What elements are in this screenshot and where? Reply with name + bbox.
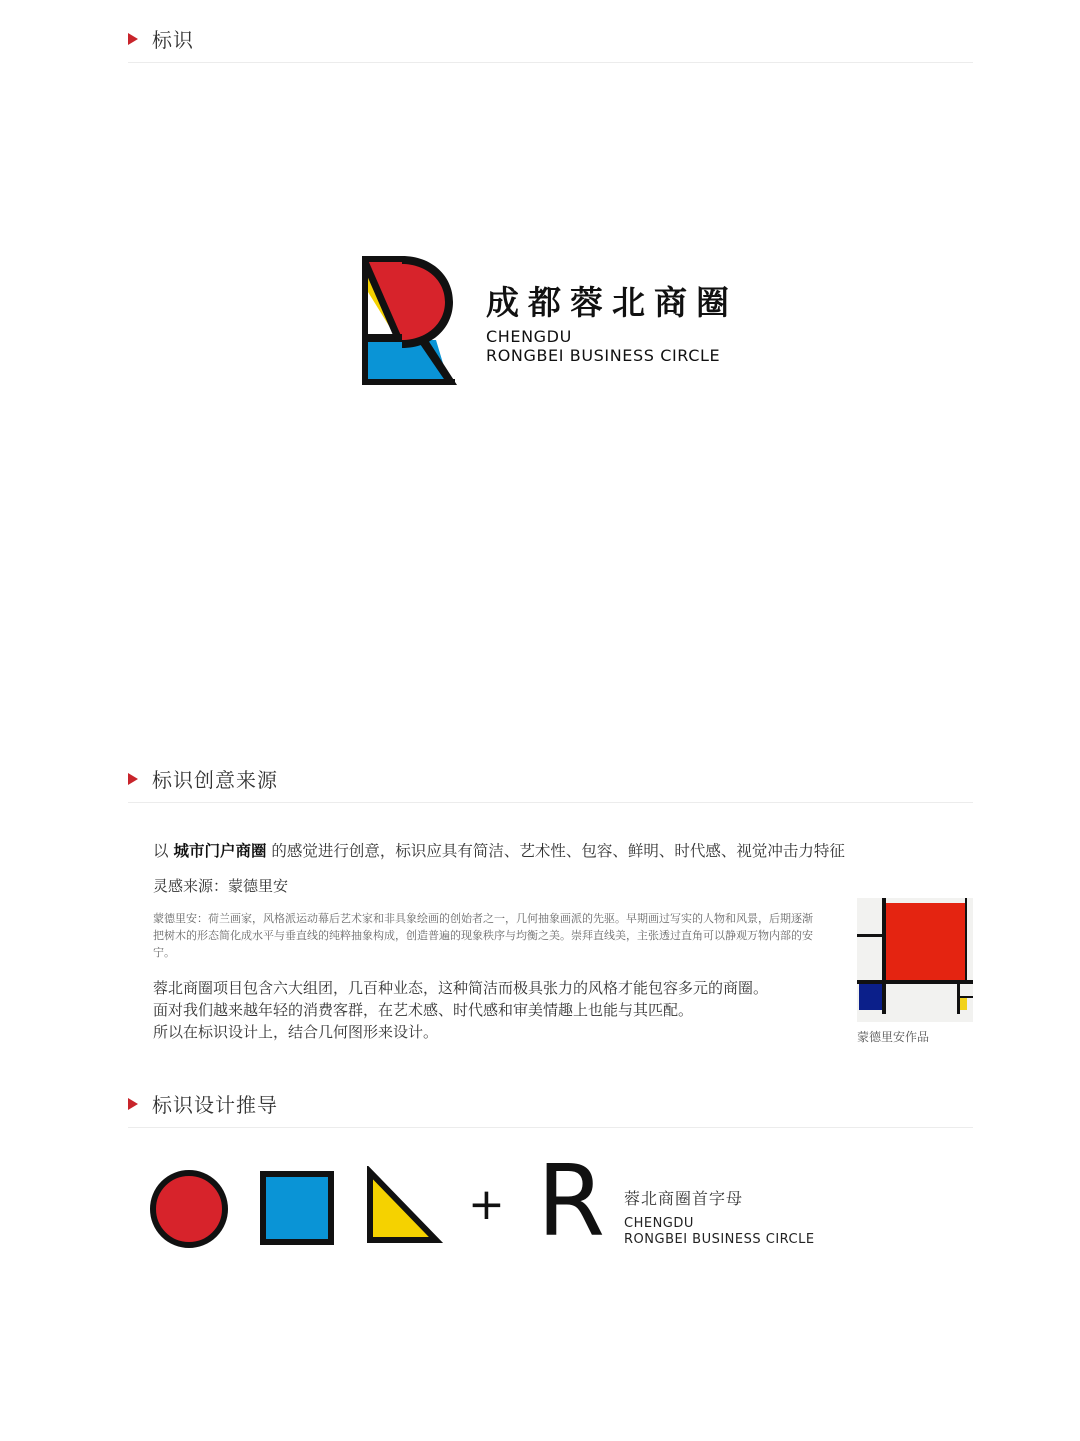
section-title: 标识创意来源 bbox=[152, 768, 278, 792]
mondrian-bio: 蒙德里安：荷兰画家，风格派运动幕后艺术家和非具象绘画的创始者之一，几何抽象画派的先驱。早期画过写实的人物和风景，后期逐渐把树木的形态简化成水平与垂直线的纯粹抽象构成，创造普遍的现象秩序与均衡之美。崇拜直线美，主张透过直角可以静观万物内部的安宁。 bbox=[153, 912, 813, 959]
painting-caption: 蒙德里安作品 bbox=[857, 1030, 930, 1044]
intro-prefix: 以 bbox=[153, 842, 169, 860]
intro-suffix: 的感觉进行创意，标识应具有简洁、艺术性、包容、鲜明、时代感、视觉冲击力特征 bbox=[271, 842, 845, 860]
intro-line bbox=[153, 839, 845, 861]
body-line: 所以在标识设计上，结合几何图形来设计。 bbox=[153, 1023, 439, 1041]
body-line: 蓉北商圈项目包含六大组团，几百种业态，这种简洁而极具张力的风格才能包容多元的商圈。 bbox=[153, 979, 769, 997]
body-paragraph bbox=[153, 977, 768, 1043]
intro-bold: 城市门户商圈 bbox=[173, 842, 267, 860]
section-title: 标识 bbox=[152, 28, 194, 52]
inspiration-line: 灵感来源：蒙德里安 bbox=[153, 877, 289, 895]
logo-name-en-2: RONGBEI BUSINESS CIRCLE bbox=[486, 346, 721, 365]
section-title: 标识设计推导 bbox=[152, 1093, 278, 1117]
blue-square-icon bbox=[258, 1169, 336, 1247]
section-header-source bbox=[128, 762, 973, 803]
red-circle-icon bbox=[148, 1168, 230, 1250]
section-header-logo bbox=[128, 22, 973, 63]
derivation-en-2: RONGBEI BUSINESS CIRCLE bbox=[624, 1232, 815, 1247]
yellow-triangle-icon bbox=[364, 1166, 444, 1246]
mondrian-painting bbox=[857, 898, 973, 1022]
triangle-bullet-icon bbox=[128, 773, 138, 785]
triangle-bullet-icon bbox=[128, 33, 138, 45]
derivation-en-1: CHENGDU bbox=[624, 1216, 694, 1231]
body-line: 面对我们越来越年轻的消费客群，在艺术感、时代感和审美情趣上也能与其匹配。 bbox=[153, 1001, 694, 1019]
section-header-derivation bbox=[128, 1087, 973, 1128]
triangle-bullet-icon bbox=[128, 1098, 138, 1110]
logo-name-en-1: CHENGDU bbox=[486, 327, 572, 346]
derivation-title: 蓉北商圈首字母 bbox=[624, 1189, 744, 1208]
letter-r: R bbox=[537, 1145, 606, 1259]
logo-name-cn: 成都蓉北商圈 bbox=[486, 283, 738, 322]
plus-sign: + bbox=[468, 1179, 505, 1230]
rongbei-logo-mark bbox=[358, 252, 460, 389]
